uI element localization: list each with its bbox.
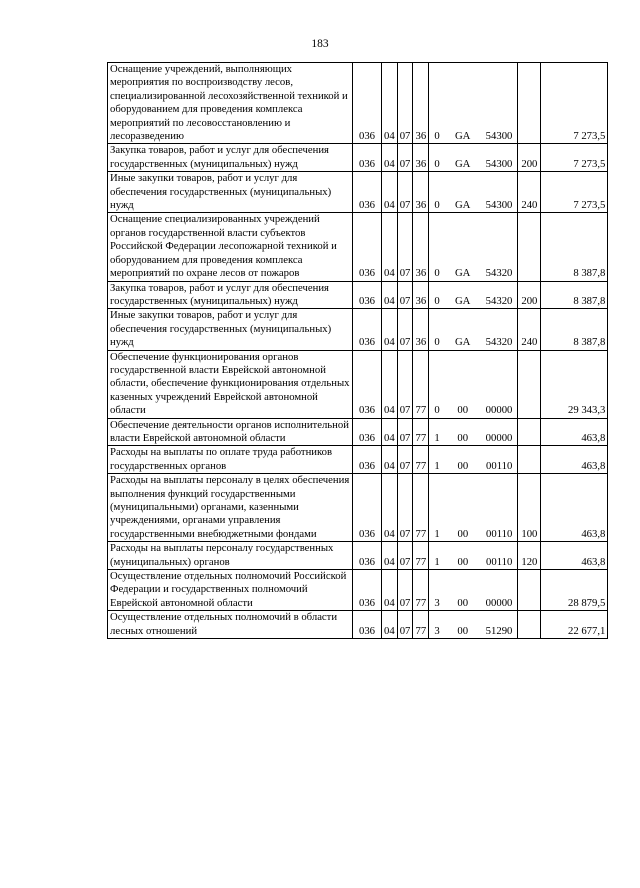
expense-type-code: 200 (518, 144, 541, 172)
section-code: 04 (382, 446, 398, 474)
table-row (108, 474, 608, 542)
section-code: 04 (382, 611, 398, 639)
table-row (108, 570, 608, 611)
table-row (108, 350, 608, 418)
row-name: Оснащение специализированных учреждений органов государственной власти субъектов Российской Федерации лесопожарной техникой и оборудованием для проведения комплекса мероприятий по охране лесов от пожаров (108, 213, 353, 281)
program-code: 77 (413, 418, 429, 446)
tgt-main-code: 00 (457, 527, 469, 540)
target-article-code (429, 474, 518, 542)
tgt-sub-code: 0 (434, 404, 440, 417)
budget-table-body (108, 63, 608, 639)
section-code: 04 (382, 213, 398, 281)
row-name: Иные закупки товаров, работ и услуг для обеспечения государственных (муниципальных) нужд (108, 309, 353, 350)
program-code: 36 (413, 144, 429, 172)
subsection-code: 07 (397, 144, 413, 172)
program-code: 36 (413, 172, 429, 213)
ministry-code: 036 (353, 446, 382, 474)
expense-type-code (518, 611, 541, 639)
tgt-sub-code: 0 (434, 336, 440, 349)
expense-type-code (518, 63, 541, 144)
table-row (108, 542, 608, 570)
expense-type-code (518, 446, 541, 474)
expense-type-code (518, 570, 541, 611)
tgt-dir-code: 00000 (485, 404, 513, 417)
row-name: Расходы на выплаты персоналу в целях обеспечения выполнения функций государственными (муниципальными) органами, казенными учреждениями, органами управления государственными внебюджетными фондами (108, 474, 353, 542)
section-code: 04 (382, 172, 398, 213)
tgt-dir-code: 54320 (485, 294, 513, 307)
amount: 463,8 (541, 474, 608, 542)
tgt-sub-code: 0 (434, 199, 440, 212)
ministry-code: 036 (353, 350, 382, 418)
subsection-code: 07 (397, 281, 413, 309)
ministry-code: 036 (353, 474, 382, 542)
tgt-sub-code: 1 (434, 459, 440, 472)
target-article-code (429, 309, 518, 350)
tgt-main-code: GA (454, 336, 471, 349)
amount: 22 677,1 (541, 611, 608, 639)
tgt-dir-code: 00000 (485, 596, 513, 609)
budget-table (107, 62, 608, 639)
table-row (108, 281, 608, 309)
tgt-sub-code: 1 (434, 527, 440, 540)
tgt-main-code: GA (454, 157, 471, 170)
tgt-dir-code: 54320 (485, 336, 513, 349)
table-row (108, 172, 608, 213)
subsection-code: 07 (397, 611, 413, 639)
program-code: 36 (413, 213, 429, 281)
amount: 28 879,5 (541, 570, 608, 611)
program-code: 77 (413, 611, 429, 639)
section-code: 04 (382, 474, 398, 542)
program-code: 36 (413, 309, 429, 350)
expense-type-code: 240 (518, 172, 541, 213)
subsection-code: 07 (397, 542, 413, 570)
amount: 7 273,5 (541, 172, 608, 213)
tgt-dir-code: 51290 (485, 624, 513, 637)
ministry-code: 036 (353, 611, 382, 639)
target-article-code (429, 350, 518, 418)
tgt-sub-code: 0 (434, 157, 440, 170)
program-code: 36 (413, 63, 429, 144)
table-row (108, 418, 608, 446)
tgt-sub-code: 0 (434, 294, 440, 307)
target-article-code (429, 213, 518, 281)
tgt-sub-code: 3 (434, 596, 440, 609)
subsection-code: 07 (397, 172, 413, 213)
amount: 8 387,8 (541, 281, 608, 309)
ministry-code: 036 (353, 281, 382, 309)
target-article-code (429, 570, 518, 611)
amount: 29 343,3 (541, 350, 608, 418)
table-row (108, 144, 608, 172)
amount: 7 273,5 (541, 144, 608, 172)
tgt-sub-code: 1 (434, 431, 440, 444)
tgt-dir-code: 00110 (486, 527, 513, 540)
subsection-code: 07 (397, 309, 413, 350)
tgt-dir-code: 00000 (485, 431, 513, 444)
ministry-code: 036 (353, 542, 382, 570)
tgt-sub-code: 0 (434, 130, 440, 143)
target-article-code (429, 418, 518, 446)
target-article-code (429, 542, 518, 570)
ministry-code: 036 (353, 213, 382, 281)
subsection-code: 07 (397, 418, 413, 446)
target-article-code (429, 63, 518, 144)
amount: 463,8 (541, 542, 608, 570)
ministry-code: 036 (353, 418, 382, 446)
table-row (108, 309, 608, 350)
section-code: 04 (382, 144, 398, 172)
target-article-code (429, 281, 518, 309)
amount: 8 387,8 (541, 213, 608, 281)
tgt-dir-code: 54300 (485, 199, 513, 212)
subsection-code: 07 (397, 213, 413, 281)
target-article-code (429, 144, 518, 172)
tgt-dir-code: 00110 (486, 459, 513, 472)
subsection-code: 07 (397, 446, 413, 474)
expense-type-code: 240 (518, 309, 541, 350)
subsection-code: 07 (397, 570, 413, 611)
expense-type-code (518, 350, 541, 418)
table-row (108, 213, 608, 281)
ministry-code: 036 (353, 63, 382, 144)
tgt-dir-code: 54300 (485, 157, 513, 170)
tgt-main-code: 00 (457, 555, 469, 568)
row-name: Расходы на выплаты персоналу государственных (муниципальных) органов (108, 542, 353, 570)
row-name: Осуществление отдельных полномочий в области лесных отношений (108, 611, 353, 639)
section-code: 04 (382, 309, 398, 350)
ministry-code: 036 (353, 309, 382, 350)
target-article-code (429, 446, 518, 474)
tgt-main-code: 00 (457, 459, 469, 472)
tgt-main-code: GA (454, 199, 471, 212)
tgt-main-code: 00 (457, 404, 469, 417)
row-name: Закупка товаров, работ и услуг для обеспечения государственных (муниципальных) нужд (108, 281, 353, 309)
program-code: 36 (413, 281, 429, 309)
ministry-code: 036 (353, 172, 382, 213)
program-code: 77 (413, 350, 429, 418)
tgt-sub-code: 1 (434, 555, 440, 568)
tgt-dir-code: 54320 (485, 267, 513, 280)
row-name: Расходы на выплаты по оплате труда работников государственных органов (108, 446, 353, 474)
tgt-dir-code: 00110 (486, 555, 513, 568)
row-name: Обеспечение деятельности органов исполнительной власти Еврейской автономной области (108, 418, 353, 446)
target-article-code (429, 611, 518, 639)
section-code: 04 (382, 542, 398, 570)
program-code: 77 (413, 446, 429, 474)
page-number: 183 (311, 38, 329, 50)
tgt-main-code: 00 (457, 431, 469, 444)
section-code: 04 (382, 418, 398, 446)
row-name: Оснащение учреждений, выполняющих мероприятия по воспроизводству лесов, специализированной лесохозяйственной техникой и оборудованием для проведения комплекса мероприятий по лесовосстановлению и лесоразведению (108, 63, 353, 144)
expense-type-code: 120 (518, 542, 541, 570)
expense-type-code (518, 213, 541, 281)
table-row (108, 611, 608, 639)
expense-type-code (518, 418, 541, 446)
expense-type-code: 100 (518, 474, 541, 542)
section-code: 04 (382, 350, 398, 418)
program-code: 77 (413, 474, 429, 542)
amount: 8 387,8 (541, 309, 608, 350)
amount: 463,8 (541, 446, 608, 474)
tgt-main-code: GA (454, 294, 471, 307)
subsection-code: 07 (397, 350, 413, 418)
program-code: 77 (413, 542, 429, 570)
tgt-dir-code: 54300 (485, 130, 513, 143)
row-name: Осуществление отдельных полномочий Российской Федерации и государственных полномочий Еврейской автономной области (108, 570, 353, 611)
amount: 7 273,5 (541, 63, 608, 144)
table-row (108, 446, 608, 474)
section-code: 04 (382, 281, 398, 309)
tgt-sub-code: 0 (434, 267, 440, 280)
row-name: Обеспечение функционирования органов государственной власти Еврейской автономной области, обеспечение функционирования отдельных казенных учреждений Еврейской автономной области (108, 350, 353, 418)
row-name: Закупка товаров, работ и услуг для обеспечения государственных (муниципальных) нужд (108, 144, 353, 172)
ministry-code: 036 (353, 144, 382, 172)
subsection-code: 07 (397, 474, 413, 542)
tgt-main-code: GA (454, 267, 471, 280)
target-article-code (429, 172, 518, 213)
section-code: 04 (382, 570, 398, 611)
program-code: 77 (413, 570, 429, 611)
section-code: 04 (382, 63, 398, 144)
tgt-main-code: 00 (457, 624, 469, 637)
tgt-main-code: GA (454, 130, 471, 143)
tgt-sub-code: 3 (434, 624, 440, 637)
expense-type-code: 200 (518, 281, 541, 309)
row-name: Иные закупки товаров, работ и услуг для обеспечения государственных (муниципальных) нужд (108, 172, 353, 213)
subsection-code: 07 (397, 63, 413, 144)
ministry-code: 036 (353, 570, 382, 611)
amount: 463,8 (541, 418, 608, 446)
tgt-main-code: 00 (457, 596, 469, 609)
table-row (108, 63, 608, 144)
